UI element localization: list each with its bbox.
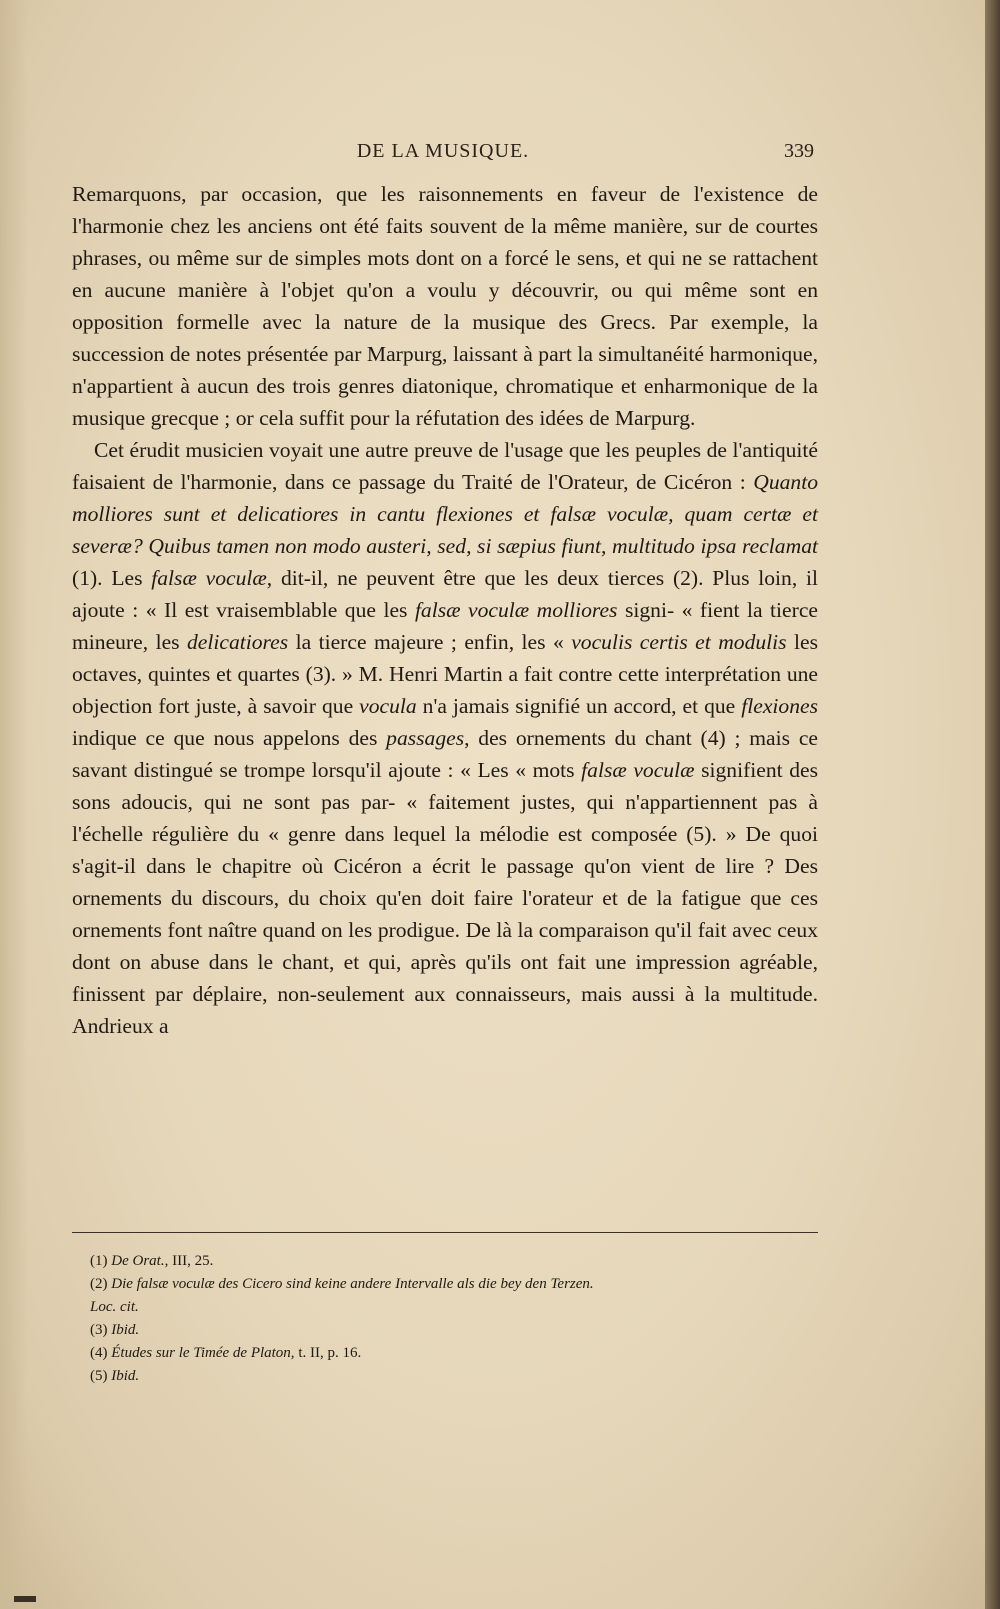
footnote-1 [90, 1250, 818, 1273]
footnote-citation: Ibid. [111, 1368, 140, 1384]
latin-term: falsæ voculæ [581, 758, 695, 782]
text-run: n'a jamais signifié un accord, et que [416, 694, 742, 718]
latin-term: voculis certis et modulis [571, 630, 787, 654]
footnote-3 [90, 1319, 818, 1342]
paragraph-1-text: Remarquons, par occasion, que les raisonnements en faveur de l'existence de l'harmonie chez les anciens ont été faits souvent de la même manière, sur de courtes phrases, ou même sur de simples mots dont on a forcé le sens, et qui ne se rattachent en aucune manière à l'objet qu'on a voulu y découvrir, ou qui même sont en opposition formelle avec la nature de la musique des Grecs. Par exemple, la succession de notes présentée par Marpurg, laissant à part la simultanéité harmonique, n'appartient à aucun des trois genres diatonique, chromatique et enharmonique de la musique grecque ; or cela suffit pour la réfutation des idées de Marpurg. [72, 182, 818, 430]
footnote-reference: t. II, p. 16. [294, 1345, 362, 1361]
footnote-2-continuation [90, 1296, 818, 1319]
page-gutter-shadow [0, 0, 28, 1609]
text-run: la tierce majeure ; enfin, les « [288, 630, 572, 654]
footnote-4 [90, 1342, 818, 1365]
page-edge-shadow [985, 0, 1000, 1609]
text-run: Cet érudit musicien voyait une autre preuve de l'usage que les peuples de l'antiquité faisaient de l'harmonie, dans ce passage du Traité de l'Orateur, de Cicéron : [72, 438, 818, 494]
text-run: (1). Les [72, 566, 152, 590]
latin-term: flexiones [741, 694, 819, 718]
main-text [72, 178, 818, 1042]
footnotes [90, 1250, 818, 1388]
latin-quotation: Quanto molliores sunt et delicatiores in cantu flexiones et falsæ voculæ, quam certæ et severæ? Quibus tamen non modo austeri, sed, si sæpius fiunt, multitudo ipsa reclamat [72, 470, 818, 558]
latin-term: vocula [359, 694, 417, 718]
french-term: passages [386, 726, 465, 750]
latin-term: delicatiores [187, 630, 289, 654]
footnote-separator [72, 1232, 818, 1233]
latin-term: falsæ voculæ [151, 566, 267, 590]
text-run: signi- « fient la tierce mineure, les [72, 598, 818, 654]
paragraph-2 [72, 434, 818, 1042]
footnote-5 [90, 1365, 818, 1388]
running-title: DE LA MUSIQUE. [356, 140, 530, 162]
footnote-number: (5) [90, 1368, 108, 1384]
footnote-citation: Études sur le Timée de Platon, [111, 1345, 295, 1361]
page-number: 339 [784, 140, 814, 162]
footnote-citation: Die falsæ voculæ des Cicero sind keine andere Intervalle als die bey den Terzen. [111, 1276, 594, 1292]
footnote-number: (3) [90, 1322, 108, 1338]
footnote-citation: Loc. cit. [90, 1299, 139, 1315]
text-run: les octaves, quintes et quartes (3). » M. Henri Martin a fait contre cette interprétation une objection fort juste, à savoir que [72, 630, 818, 718]
footnote-number: (2) [90, 1276, 108, 1292]
text-run: signifient des sons adoucis, qui ne sont pas par- « faitement justes, qui n'appartiennent pas à l'échelle régulière du « genre dans lequel la mélodie est composée (5). » De quoi s'agit-il dans le chapitre où Cicéron a écrit le passage qu'on vient de lire ? Des ornements du discours, du choix qu'en doit faire l'orateur et de la fatigue que ces ornements font naître quand on les prodigue. De là la comparaison qu'il fait avec ceux dont on abuse dans le chant, et qui, après qu'ils ont fait une impression agréable, finissent par déplaire, non-seulement aux connaisseurs, mais aussi à la multitude. Andrieux a [72, 758, 818, 1038]
footnote-number: (1) [90, 1253, 108, 1269]
paragraph-1 [72, 178, 818, 434]
footnote-number: (4) [90, 1345, 108, 1361]
footnote-citation: De Orat. [111, 1253, 165, 1269]
footnote-2 [90, 1273, 818, 1296]
footnote-citation: Ibid. [111, 1322, 140, 1338]
text-run: indique ce que nous appelons des [72, 726, 387, 750]
text-run: , des ornements du chant (4) ; mais ce savant distingué se trompe lorsqu'il ajoute : « Les « mots [72, 726, 818, 782]
footnote-reference: , III, 25. [164, 1253, 214, 1269]
scan-corner-mark [14, 1596, 36, 1602]
text-run: , dit-il, ne peuvent être que les deux tierces (2). Plus loin, il ajoute : « Il est vraisemblable que les [72, 566, 818, 622]
page-header [72, 140, 814, 170]
latin-term: falsæ voculæ molliores [414, 598, 618, 622]
